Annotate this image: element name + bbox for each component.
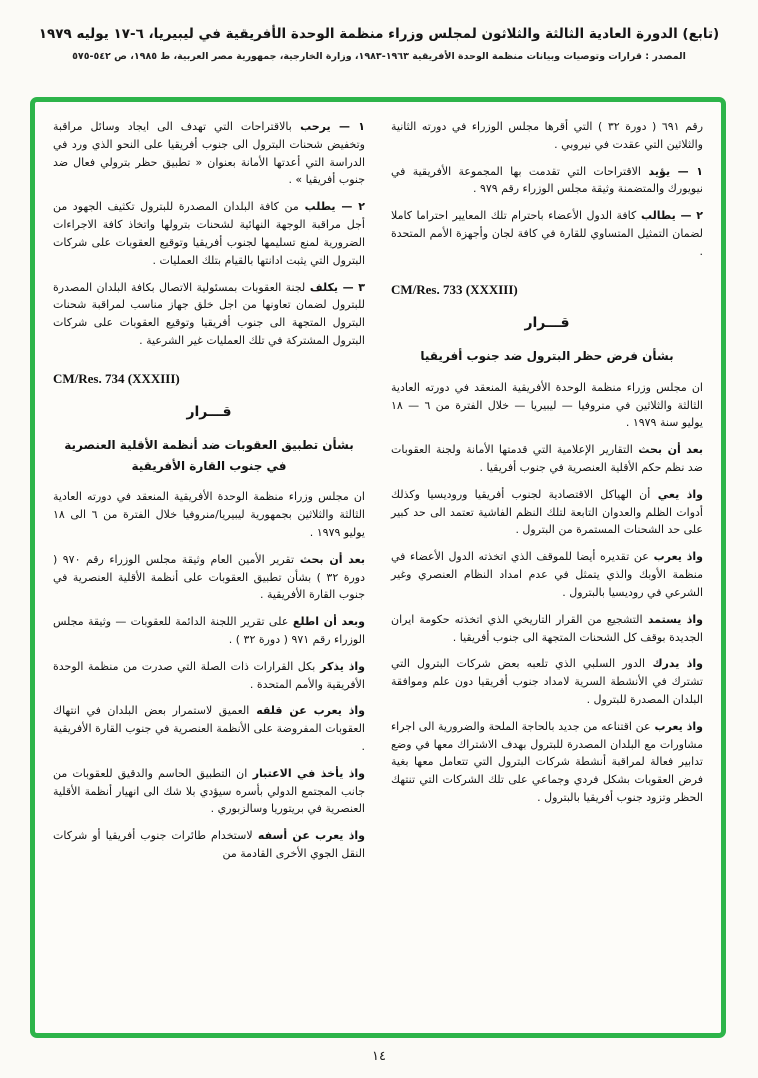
paragraph: واذ يستمد التشجيع من القرار التاريخي الذي اتخذته حكومة ايران الجديدة بوقف كل الشحنات المتجهة الى جنوب أفريقيا . [391,612,703,644]
paragraph-lead: ٢ — يطالب [636,209,703,223]
resolution-subtitle: بشأن فرض حظر البترول ضد جنوب أفريقيا [420,349,674,364]
paragraph-lead: واذ يعرب [648,550,703,564]
resolution-ref: CM/Res. 734 (XXXIII) [53,370,180,386]
paragraph-lead: واذ يذكر [315,659,366,673]
paragraph: ان مجلس وزراء منظمة الوحدة الأفريقية المنعقد في دورته العادية الثالثة والثلاثين في منروفيا — ليبيريا — خلال الفترة من ٦ — ١٨ يوليو سنة ١٩٧٩ . [391,380,703,430]
page-header [0,26,758,62]
paragraph: واذ يعرب عن أسفه لاستخدام طائرات جنوب أفريقيا أو شركات النقل الجوي الأخرى القادمة من [53,829,365,861]
column-left [53,118,365,1017]
paragraph: ان مجلس وزراء منظمة الوحدة الأفريقية المنعقد في دورته العادية الثالثة والثلاثين بجمهورية ليبيريا/منروفيا خلال الفترة من ٦ الى ١٨ يوليو ١٩٧٩ . [53,490,365,539]
paragraph-lead: واذ يستمد [642,612,703,626]
paragraph: واذ يذكر بكل القرارات ذات الصلة التي صدرت من منظمة الوحدة الأفريقية والأمم المتحدة . [53,659,366,691]
resolution-ref: CM/Res. 733 (XXXIII) [391,281,518,297]
paragraph-lead: واذ يأخذ في الاعتبار [247,766,365,780]
paragraph-lead: ٢ — يطلب [298,200,365,214]
paragraph: بعد أن بحث تقرير الأمين العام وثيقة مجلس الوزراء رقم ٩٧٠ ( دورة ٣٢ ) بشأن تطبيق العقوبات على أنظمة الأقلية العنصرية في جنوب القارة الأفريقية . [53,552,366,602]
paragraph: واذ يعي أن الهياكل الاقتصادية لجنوب أفريقيا وروديسيا وكذلك أدوات الظلم والعدوان التابعة لتلك النظم الفاشية تعتمد الى حد كبير على حد الشحنات المستمرة من البترول . [391,487,703,537]
paragraph-lead: واذ يعرب عن أسفه [252,829,365,843]
paragraph-lead: بعد أن بحث [294,552,366,566]
paragraph: ٣ — يكلف لجنة العقوبات بمسئولية الاتصال بكافة البلدان المصدرة للبترول لضمان تعاونها من اجل خلق جهاز مناسب لمراقبة شحنات البترول المتجهة الى جنوب أفريقيا وتوقيع العقوبات على شركات البترول المشتركة في تلك العمليات غير الشرعية . [53,280,365,347]
header-title: (تابع) الدورة العادية الثالثة والثلاثون لمجلس وزراء منظمة الوحدة الأفريقية في ليبيريا، ٦-١٧ يوليه ١٩٧٩ [38,26,720,42]
paragraph: رقم ٦٩١ ( دورة ٣٢ ) التي أقرها مجلس الوزراء في دورته الثانية والثلاثين التي عقدت في نيروبي . [391,120,703,151]
column-right [391,118,703,1017]
paragraph-lead: ٣ — يكلف [305,280,365,294]
paragraph: بعد أن بحث التقارير الإعلامية التي قدمتها الأمانة ولجنة العقوبات ضد نظم حكم الأقلية العنصرية في جنوب أفريقيا . [391,443,703,475]
paragraph: واذ يعرب عن تقديره أيضا للموقف الذي اتخذته الدول الأعضاء في منظمة الأوبك والذي يتمثل في عدم امداد النظام العنصري وغير الشرعي في روديسيا بالبترول . [391,550,703,599]
paragraph-lead: بعد أن بحث [632,443,703,457]
paragraph-lead: واذ يعرب عن قلقه [249,704,365,718]
paragraph: ٢ — يطلب من كافة البلدان المصدرة للبترول تكثيف الجهود من أجل مراقبة الوجهة النهائية لشحنات بترولها واتخاذ كافة الاجراءات الضرورية لمنع تسليمها لجنوب أفريقيا وتوقيع العقوبات على شركات البترول التي يثبت ادانتها بالقيام بتلك العمليات . [53,200,365,267]
paragraph: واذ يأخذ في الاعتبار ان التطبيق الحاسم والدقيق للعقوبات من جانب المجتمع الدولي بأسره سيؤدي بلا شك الى انهيار أنظمة الأقلية العنصرية في بريتوريا وسالزبوري . [53,766,365,816]
paragraph: ١ — يرحب بالاقتراحات التي تهدف الى ايجاد وسائل مراقبة وتخفيض شحنات البترول الى جنوب أفريقيا على النحو الذي ورد في الدراسة التي أعدتها الأمانة بعنوان « تطبيق حظر بترولي فعال ضد جنوب أفريقيا » . [53,120,365,187]
green-frame [30,97,726,1038]
header-source: المصدر : قرارات وتوصيات وبيانات منظمة الوحدة الأفريقية ١٩٦٣-١٩٨٣، وزارة الخارجية، جمهورية مصر العربية، ط ١٩٨٥، ص ٥٤٢-٥٧٥ [72,51,686,62]
paragraph-lead: وبعد أن اطلع [288,615,365,629]
paragraph: واذ يدرك الدور السلبي الذي تلعبه بعض شركات البترول التي تشترك في الأنشطة السرية لامداد جنوب أفريقيا دون علم وموافقة البلدان المصدرة للبترول . [391,657,703,706]
paragraph: ١ — يؤيد الاقتراحات التي تقدمت بها المجموعة الأفريقية في نيويورك والمتضمنة وثيقة مجلس الوزراء رقم ٩٧٩ . [391,164,703,196]
paragraph: واذ يعرب عن اقتناعه من جديد بالحاجة الملحة والضرورية الى اجراء مشاورات مع البلدان المصدرة للبترول بهدف الاشتراك معها في وضع تدابير فعالة لمراقبة أنشطة شركات البترول التي تتعامل معها بغية فرض العقوبات بشكل فردي وجماعي على تلك الشركات التي تنتهك الحظر وتزود جنوب أفريقيا بالبترول . [391,719,704,805]
paragraph-lead: واذ يعي [650,487,703,501]
page-number: ١٤ [372,1049,386,1064]
resolution-title: قـــرار [524,314,570,331]
paragraph-lead: ١ — يؤيد [640,164,703,178]
text-columns [35,102,721,1033]
paragraph-lead: ١ — يرحب [291,120,365,133]
paragraph-lead: واذ يدرك [645,657,703,671]
paragraph: واذ يعرب عن قلقه العميق لاستمرار بعض البلدان في انتهاك العقوبات المفروضة على الأنظمة العنصرية في جنوب القارة الأفريقية . [53,704,365,753]
paragraph-lead: واذ يعرب [650,719,704,733]
resolution-title: قـــرار [186,403,232,420]
resolution-subtitle: بشأن تطبيق العقوبات ضد أنظمة الأقلية العنصرية في جنوب القارة الأفريقية [64,438,354,473]
paragraph: ٢ — يطالب كافة الدول الأعضاء باحترام تلك المعايير احتراما كاملا لضمان التمثيل المتساوي للقارة في كافة لجان وأجهزة الأمم المتحدة . [391,209,703,258]
paragraph: وبعد أن اطلع على تقرير اللجنة الدائمة للعقوبات — وثيقة مجلس الوزراء رقم ٩٧١ ( دورة ٣٢ ) . [53,615,365,646]
